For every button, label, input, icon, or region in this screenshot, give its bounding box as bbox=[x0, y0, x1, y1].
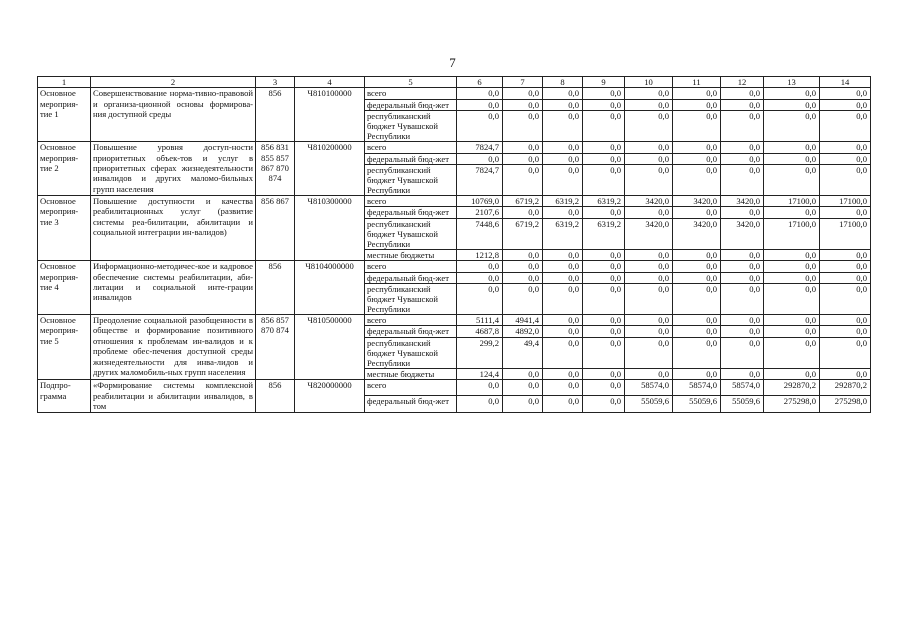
column-header: 10 bbox=[625, 77, 673, 88]
amount-cell: 0,0 bbox=[673, 111, 721, 142]
amount-cell: 6319,2 bbox=[543, 218, 583, 249]
funding-source: республиканский бюджет Чувашской Республики bbox=[365, 165, 457, 196]
amount-cell: 0,0 bbox=[543, 142, 583, 153]
amount-cell: 0,0 bbox=[625, 326, 673, 337]
amount-cell: 0,0 bbox=[457, 380, 503, 396]
amount-cell: 0,0 bbox=[673, 368, 721, 379]
amount-cell: 0,0 bbox=[673, 284, 721, 315]
measure-name: Основное мероприя-тие 4 bbox=[38, 261, 91, 315]
amount-cell: 0,0 bbox=[543, 368, 583, 379]
funding-source: федеральный бюд-жет bbox=[365, 207, 457, 218]
amount-cell: 0,0 bbox=[721, 261, 764, 272]
amount-cell: 17100,0 bbox=[820, 218, 871, 249]
amount-cell: 0,0 bbox=[673, 165, 721, 196]
amount-cell: 0,0 bbox=[625, 99, 673, 110]
column-header: 14 bbox=[820, 77, 871, 88]
amount-cell: 0,0 bbox=[583, 261, 625, 272]
amount-cell: 0,0 bbox=[583, 368, 625, 379]
amount-cell: 0,0 bbox=[764, 165, 820, 196]
amount-cell: 0,0 bbox=[820, 165, 871, 196]
amount-cell: 0,0 bbox=[503, 142, 543, 153]
amount-cell: 0,0 bbox=[820, 272, 871, 283]
amount-cell: 0,0 bbox=[820, 142, 871, 153]
amount-cell: 0,0 bbox=[503, 272, 543, 283]
amount-cell: 0,0 bbox=[543, 337, 583, 368]
amount-cell: 0,0 bbox=[503, 396, 543, 412]
amount-cell: 4892,0 bbox=[503, 326, 543, 337]
amount-cell: 3420,0 bbox=[625, 218, 673, 249]
amount-cell: 17100,0 bbox=[820, 196, 871, 207]
amount-cell: 0,0 bbox=[503, 207, 543, 218]
amount-cell: 0,0 bbox=[543, 207, 583, 218]
amount-cell: 0,0 bbox=[543, 261, 583, 272]
amount-cell: 275298,0 bbox=[820, 396, 871, 412]
amount-cell: 0,0 bbox=[457, 88, 503, 99]
measure-description: «Формирование системы комплексной реабилитации и абилитации инвалидов, в том bbox=[91, 380, 256, 412]
grbs-codes: 856 bbox=[256, 380, 295, 412]
column-header: 13 bbox=[764, 77, 820, 88]
amount-cell: 0,0 bbox=[457, 153, 503, 164]
amount-cell: 58574,0 bbox=[673, 380, 721, 396]
measure-description: Совершенствование норма-тивно-правовой и организа-ционной основы формирова-ния доступной среды bbox=[91, 88, 256, 142]
amount-cell: 0,0 bbox=[503, 249, 543, 260]
measure-description: Информационно-методичес-кое и кадровое обеспечение системы реабилитации, аби-литации и социальной инте-грации инвалидов bbox=[91, 261, 256, 315]
grbs-codes: 856 bbox=[256, 261, 295, 315]
funding-source: республиканский бюджет Чувашской Республики bbox=[365, 111, 457, 142]
amount-cell: 0,0 bbox=[764, 284, 820, 315]
amount-cell: 0,0 bbox=[543, 249, 583, 260]
amount-cell: 0,0 bbox=[583, 207, 625, 218]
amount-cell: 0,0 bbox=[543, 165, 583, 196]
amount-cell: 0,0 bbox=[673, 88, 721, 99]
amount-cell: 0,0 bbox=[721, 337, 764, 368]
amount-cell: 0,0 bbox=[673, 272, 721, 283]
amount-cell: 7448,6 bbox=[457, 218, 503, 249]
amount-cell: 0,0 bbox=[721, 111, 764, 142]
amount-cell: 4941,4 bbox=[503, 315, 543, 326]
amount-cell: 0,0 bbox=[721, 368, 764, 379]
amount-cell: 0,0 bbox=[721, 165, 764, 196]
amount-cell: 0,0 bbox=[764, 315, 820, 326]
funding-source: всего bbox=[365, 315, 457, 326]
amount-cell: 0,0 bbox=[625, 272, 673, 283]
amount-cell: 0,0 bbox=[583, 315, 625, 326]
amount-cell: 0,0 bbox=[721, 207, 764, 218]
amount-cell: 0,0 bbox=[503, 380, 543, 396]
amount-cell: 0,0 bbox=[583, 99, 625, 110]
amount-cell: 0,0 bbox=[457, 261, 503, 272]
measure-description: Повышение доступности и качества реабилитационных услуг (развитие системы реа-билитации, абилитации и социальной интеграции ин-валидов) bbox=[91, 196, 256, 261]
amount-cell: 6719,2 bbox=[503, 196, 543, 207]
amount-cell: 0,0 bbox=[721, 142, 764, 153]
column-header: 12 bbox=[721, 77, 764, 88]
amount-cell: 0,0 bbox=[764, 272, 820, 283]
table-row bbox=[38, 261, 871, 272]
header-row bbox=[38, 77, 871, 88]
amount-cell: 0,0 bbox=[625, 88, 673, 99]
amount-cell: 0,0 bbox=[721, 88, 764, 99]
amount-cell: 0,0 bbox=[457, 396, 503, 412]
amount-cell: 0,0 bbox=[457, 111, 503, 142]
amount-cell: 55059,6 bbox=[673, 396, 721, 412]
amount-cell: 0,0 bbox=[673, 337, 721, 368]
amount-cell: 0,0 bbox=[764, 111, 820, 142]
amount-cell: 0,0 bbox=[673, 142, 721, 153]
amount-cell: 0,0 bbox=[583, 142, 625, 153]
amount-cell: 0,0 bbox=[583, 396, 625, 412]
amount-cell: 0,0 bbox=[543, 396, 583, 412]
amount-cell: 3420,0 bbox=[625, 196, 673, 207]
amount-cell: 0,0 bbox=[625, 142, 673, 153]
measure-name: Основное мероприя-тие 2 bbox=[38, 142, 91, 196]
amount-cell: 49,4 bbox=[503, 337, 543, 368]
amount-cell: 0,0 bbox=[583, 165, 625, 196]
amount-cell: 0,0 bbox=[673, 207, 721, 218]
amount-cell: 292870,2 bbox=[764, 380, 820, 396]
grbs-codes: 856 867 bbox=[256, 196, 295, 261]
budget-classification-code: Ч810100000 bbox=[295, 88, 365, 142]
amount-cell: 6319,2 bbox=[583, 218, 625, 249]
amount-cell: 0,0 bbox=[820, 284, 871, 315]
amount-cell: 0,0 bbox=[583, 153, 625, 164]
amount-cell: 0,0 bbox=[764, 88, 820, 99]
column-header: 8 bbox=[543, 77, 583, 88]
budget-classification-code: Ч810300000 bbox=[295, 196, 365, 261]
budget-classification-code: Ч8104000000 bbox=[295, 261, 365, 315]
amount-cell: 0,0 bbox=[625, 337, 673, 368]
amount-cell: 0,0 bbox=[625, 249, 673, 260]
amount-cell: 124,4 bbox=[457, 368, 503, 379]
page-number: 7 bbox=[449, 55, 456, 70]
table-body bbox=[38, 88, 871, 412]
amount-cell: 0,0 bbox=[625, 261, 673, 272]
amount-cell: 1212,8 bbox=[457, 249, 503, 260]
column-header: 3 bbox=[256, 77, 295, 88]
amount-cell: 0,0 bbox=[503, 99, 543, 110]
column-header: 1 bbox=[38, 77, 91, 88]
column-header: 9 bbox=[583, 77, 625, 88]
amount-cell: 3420,0 bbox=[673, 196, 721, 207]
amount-cell: 0,0 bbox=[503, 111, 543, 142]
amount-cell: 0,0 bbox=[820, 153, 871, 164]
funding-source: федеральный бюд-жет bbox=[365, 326, 457, 337]
amount-cell: 0,0 bbox=[820, 261, 871, 272]
column-header: 5 bbox=[365, 77, 457, 88]
amount-cell: 0,0 bbox=[820, 111, 871, 142]
budget-classification-code: Ч820000000 bbox=[295, 380, 365, 412]
budget-classification-code: Ч810500000 bbox=[295, 315, 365, 380]
amount-cell: 0,0 bbox=[721, 315, 764, 326]
amount-cell: 0,0 bbox=[673, 153, 721, 164]
amount-cell: 3420,0 bbox=[673, 218, 721, 249]
amount-cell: 0,0 bbox=[820, 368, 871, 379]
amount-cell: 0,0 bbox=[583, 111, 625, 142]
amount-cell: 0,0 bbox=[764, 337, 820, 368]
measure-name: Основное мероприя-тие 3 bbox=[38, 196, 91, 261]
amount-cell: 0,0 bbox=[543, 315, 583, 326]
funding-source: местные бюджеты bbox=[365, 249, 457, 260]
amount-cell: 0,0 bbox=[820, 326, 871, 337]
amount-cell: 0,0 bbox=[583, 249, 625, 260]
amount-cell: 0,0 bbox=[625, 368, 673, 379]
amount-cell: 0,0 bbox=[503, 261, 543, 272]
amount-cell: 0,0 bbox=[673, 249, 721, 260]
amount-cell: 0,0 bbox=[764, 153, 820, 164]
amount-cell: 0,0 bbox=[721, 99, 764, 110]
amount-cell: 0,0 bbox=[543, 272, 583, 283]
amount-cell: 0,0 bbox=[721, 272, 764, 283]
amount-cell: 0,0 bbox=[820, 337, 871, 368]
amount-cell: 0,0 bbox=[820, 315, 871, 326]
amount-cell: 0,0 bbox=[625, 284, 673, 315]
table-row bbox=[38, 142, 871, 153]
funding-source: республиканский бюджет Чувашской Республики bbox=[365, 218, 457, 249]
amount-cell: 0,0 bbox=[543, 380, 583, 396]
amount-cell: 0,0 bbox=[764, 326, 820, 337]
column-header: 6 bbox=[457, 77, 503, 88]
funding-source: всего bbox=[365, 380, 457, 396]
grbs-codes: 856 bbox=[256, 88, 295, 142]
amount-cell: 0,0 bbox=[543, 284, 583, 315]
amount-cell: 6319,2 bbox=[583, 196, 625, 207]
amount-cell: 0,0 bbox=[764, 368, 820, 379]
amount-cell: 3420,0 bbox=[721, 196, 764, 207]
funding-source: федеральный бюд-жет bbox=[365, 272, 457, 283]
amount-cell: 0,0 bbox=[583, 272, 625, 283]
amount-cell: 0,0 bbox=[820, 88, 871, 99]
amount-cell: 55059,6 bbox=[625, 396, 673, 412]
amount-cell: 0,0 bbox=[625, 165, 673, 196]
amount-cell: 58574,0 bbox=[625, 380, 673, 396]
amount-cell: 0,0 bbox=[721, 249, 764, 260]
amount-cell: 0,0 bbox=[820, 249, 871, 260]
amount-cell: 0,0 bbox=[503, 368, 543, 379]
funding-source: федеральный бюд-жет bbox=[365, 396, 457, 412]
amount-cell: 6719,2 bbox=[503, 218, 543, 249]
amount-cell: 0,0 bbox=[764, 249, 820, 260]
amount-cell: 17100,0 bbox=[764, 218, 820, 249]
column-header: 11 bbox=[673, 77, 721, 88]
amount-cell: 0,0 bbox=[820, 207, 871, 218]
amount-cell: 0,0 bbox=[503, 88, 543, 99]
amount-cell: 0,0 bbox=[583, 88, 625, 99]
table-row bbox=[38, 196, 871, 207]
column-header: 4 bbox=[295, 77, 365, 88]
funding-source: республиканский бюджет Чувашской Республики bbox=[365, 284, 457, 315]
amount-cell: 2107,6 bbox=[457, 207, 503, 218]
funding-source: республиканский бюджет Чувашской Республики bbox=[365, 337, 457, 368]
amount-cell: 0,0 bbox=[764, 142, 820, 153]
amount-cell: 0,0 bbox=[503, 165, 543, 196]
amount-cell: 0,0 bbox=[764, 99, 820, 110]
amount-cell: 0,0 bbox=[764, 207, 820, 218]
table-row bbox=[38, 315, 871, 326]
funding-source: всего bbox=[365, 261, 457, 272]
amount-cell: 5111,4 bbox=[457, 315, 503, 326]
funding-source: местные бюджеты bbox=[365, 368, 457, 379]
amount-cell: 292870,2 bbox=[820, 380, 871, 396]
table-row bbox=[38, 88, 871, 99]
amount-cell: 0,0 bbox=[457, 272, 503, 283]
amount-cell: 0,0 bbox=[457, 284, 503, 315]
amount-cell: 58574,0 bbox=[721, 380, 764, 396]
funding-source: всего bbox=[365, 142, 457, 153]
funding-source: федеральный бюд-жет bbox=[365, 153, 457, 164]
amount-cell: 0,0 bbox=[625, 111, 673, 142]
amount-cell: 0,0 bbox=[820, 99, 871, 110]
table-row bbox=[38, 380, 871, 396]
amount-cell: 10769,0 bbox=[457, 196, 503, 207]
amount-cell: 7824,7 bbox=[457, 142, 503, 153]
amount-cell: 0,0 bbox=[764, 261, 820, 272]
grbs-codes: 856 831 855 857 867 870 874 bbox=[256, 142, 295, 196]
amount-cell: 3420,0 bbox=[721, 218, 764, 249]
amount-cell: 0,0 bbox=[503, 153, 543, 164]
amount-cell: 275298,0 bbox=[764, 396, 820, 412]
measure-description: Повышение уровня доступ-ности приоритетных объек-тов и услуг в приоритетных сферах жизнедеятельности инвалидов и других маломо-бильных групп населения bbox=[91, 142, 256, 196]
amount-cell: 0,0 bbox=[673, 315, 721, 326]
amount-cell: 0,0 bbox=[721, 326, 764, 337]
measure-description: Преодоление социальной разобщенности в обществе и формирование позитивного отношения к проблемам ин-валидов и к проблеме обес-печения доступной среды жизнедеятельности для инва-лидов и других маломобиль-ных групп населения bbox=[91, 315, 256, 380]
amount-cell: 0,0 bbox=[583, 380, 625, 396]
funding-source: всего bbox=[365, 196, 457, 207]
grbs-codes: 856 857 870 874 bbox=[256, 315, 295, 380]
amount-cell: 0,0 bbox=[583, 326, 625, 337]
amount-cell: 0,0 bbox=[457, 99, 503, 110]
amount-cell: 0,0 bbox=[543, 88, 583, 99]
amount-cell: 4687,8 bbox=[457, 326, 503, 337]
budget-table bbox=[37, 76, 871, 413]
funding-source: всего bbox=[365, 88, 457, 99]
amount-cell: 0,0 bbox=[625, 315, 673, 326]
amount-cell: 0,0 bbox=[583, 337, 625, 368]
amount-cell: 0,0 bbox=[721, 153, 764, 164]
amount-cell: 55059,6 bbox=[721, 396, 764, 412]
amount-cell: 0,0 bbox=[543, 153, 583, 164]
amount-cell: 0,0 bbox=[543, 111, 583, 142]
amount-cell: 0,0 bbox=[543, 326, 583, 337]
amount-cell: 0,0 bbox=[673, 99, 721, 110]
amount-cell: 0,0 bbox=[583, 284, 625, 315]
amount-cell: 6319,2 bbox=[543, 196, 583, 207]
amount-cell: 299,2 bbox=[457, 337, 503, 368]
amount-cell: 17100,0 bbox=[764, 196, 820, 207]
amount-cell: 0,0 bbox=[503, 284, 543, 315]
amount-cell: 0,0 bbox=[543, 99, 583, 110]
measure-name: Основное мероприя-тие 1 bbox=[38, 88, 91, 142]
column-header: 7 bbox=[503, 77, 543, 88]
amount-cell: 0,0 bbox=[625, 153, 673, 164]
amount-cell: 0,0 bbox=[625, 207, 673, 218]
column-header: 2 bbox=[91, 77, 256, 88]
budget-classification-code: Ч810200000 bbox=[295, 142, 365, 196]
amount-cell: 0,0 bbox=[673, 326, 721, 337]
funding-source: федеральный бюд-жет bbox=[365, 99, 457, 110]
amount-cell: 0,0 bbox=[721, 284, 764, 315]
measure-name: Подпро-грамма bbox=[38, 380, 91, 412]
amount-cell: 7824,7 bbox=[457, 165, 503, 196]
amount-cell: 0,0 bbox=[673, 261, 721, 272]
measure-name: Основное мероприя-тие 5 bbox=[38, 315, 91, 380]
